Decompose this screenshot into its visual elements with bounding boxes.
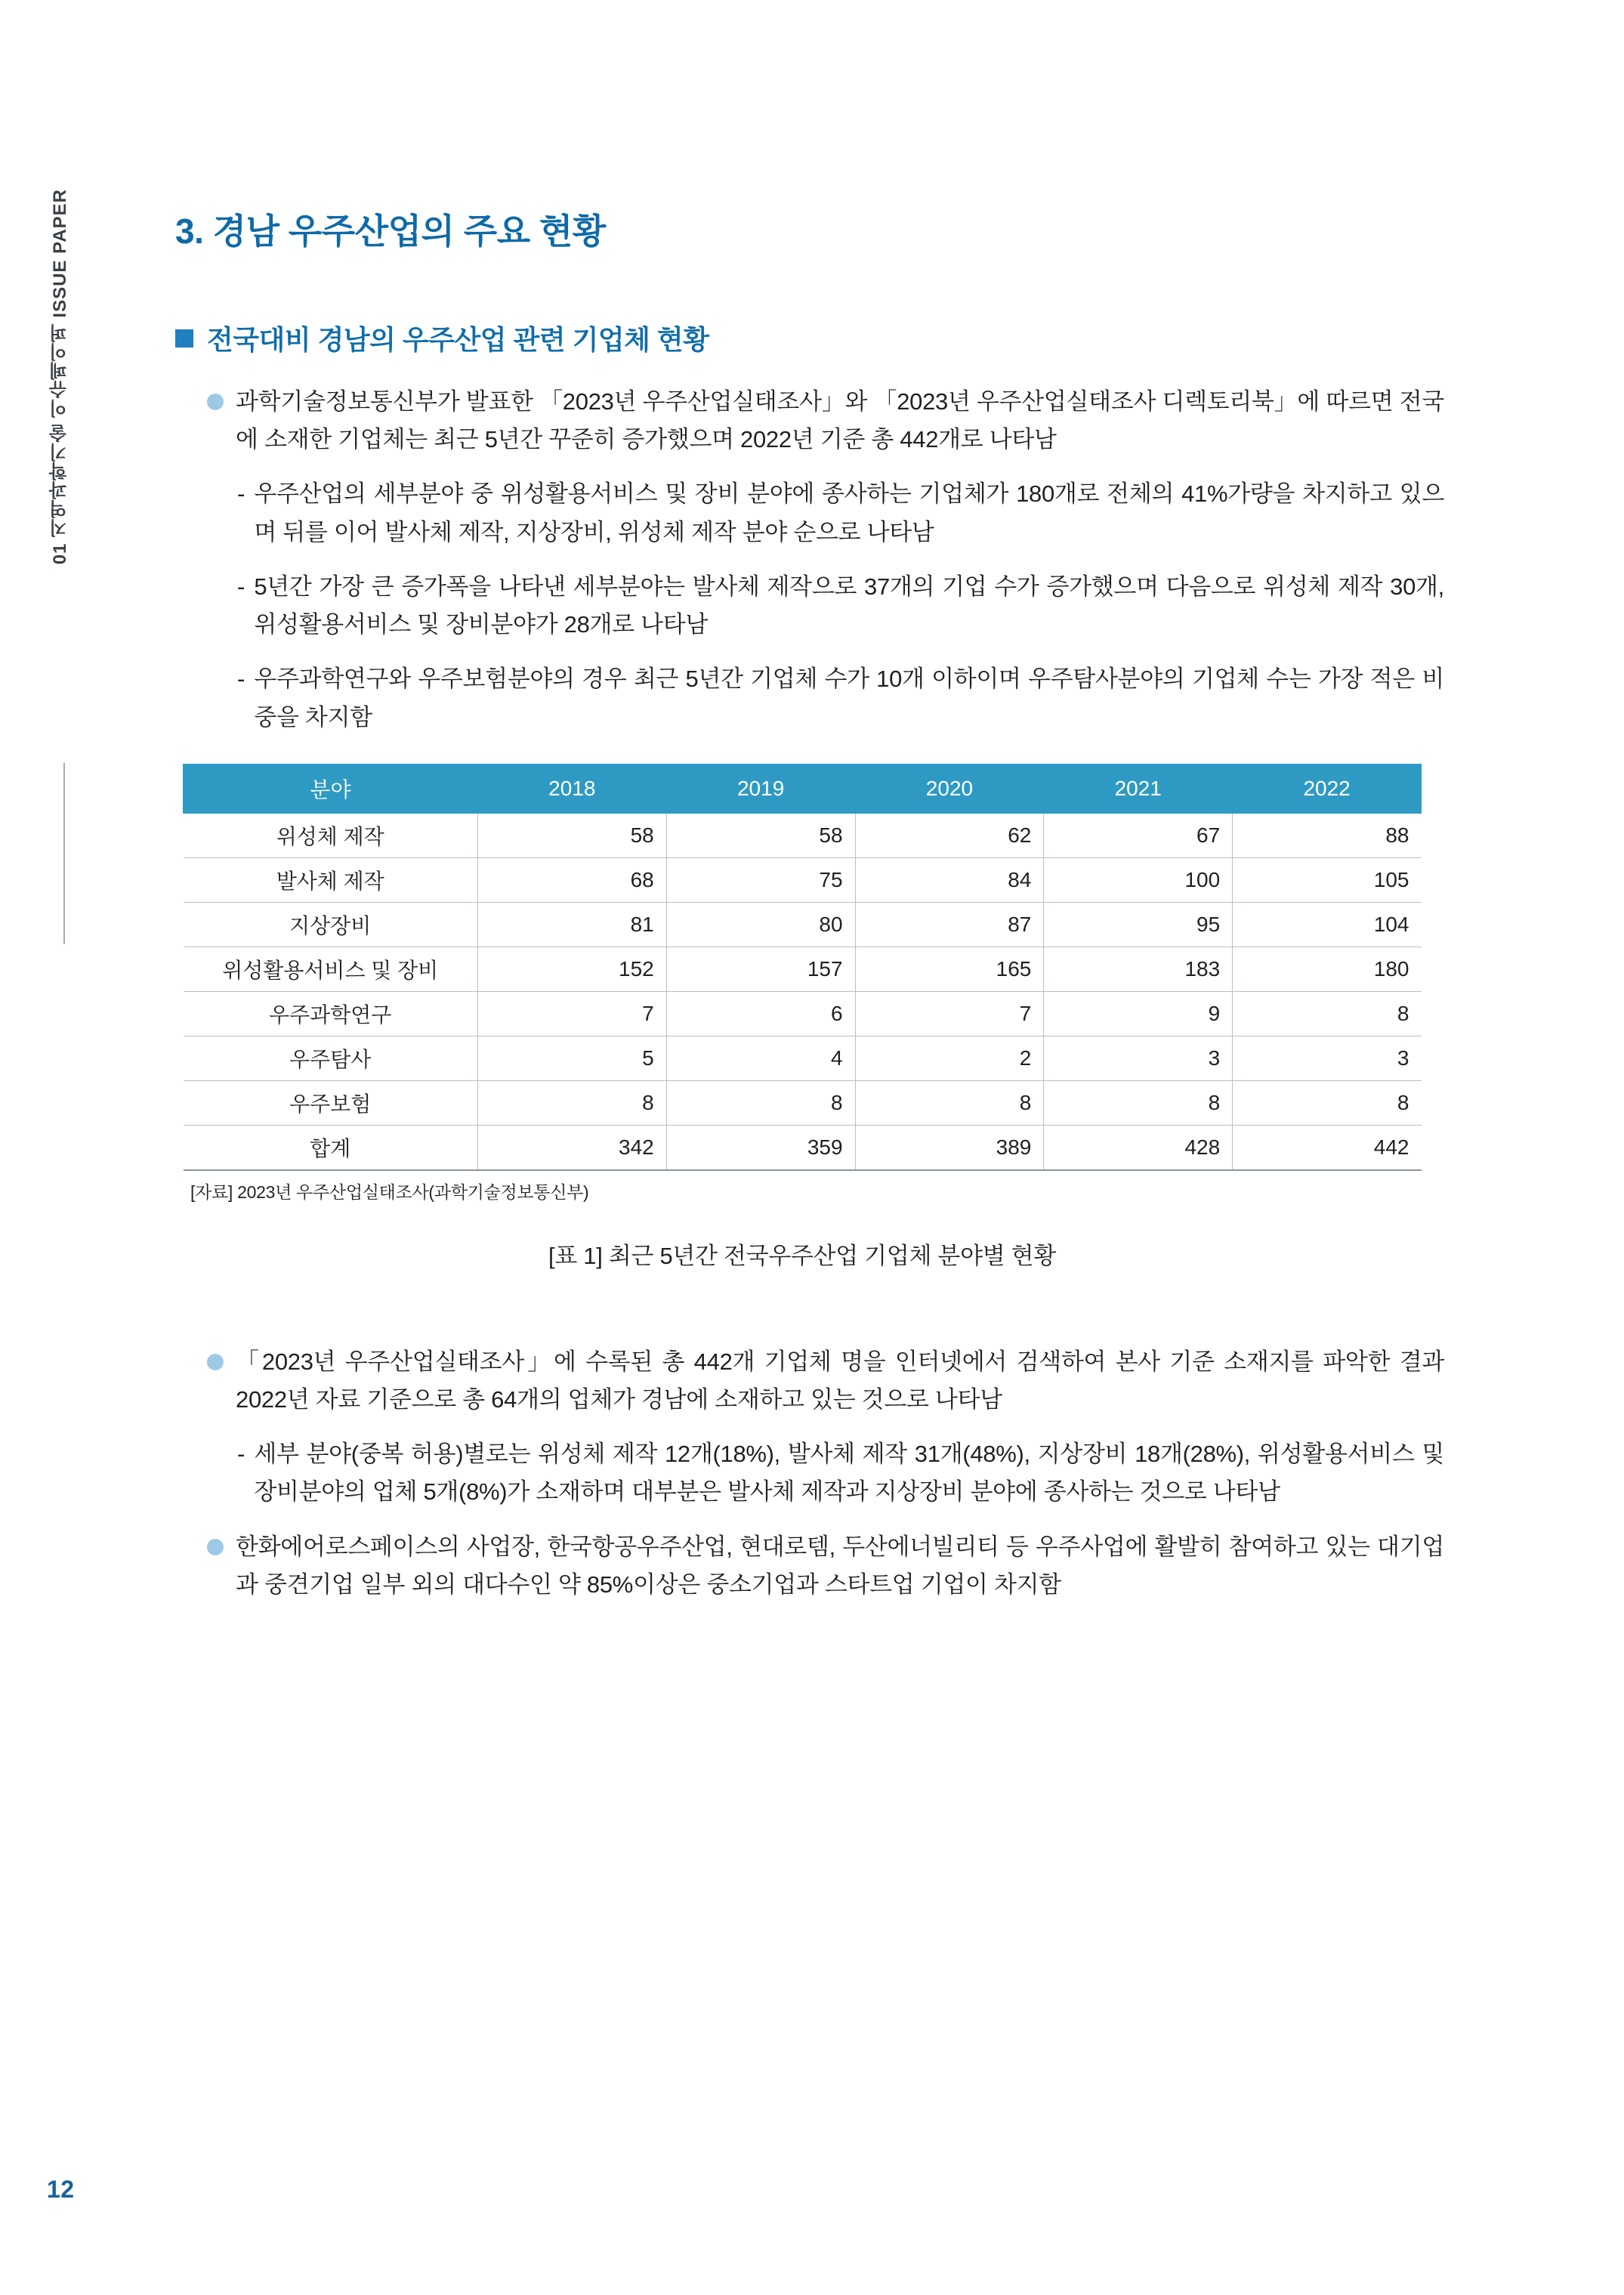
table-cell-label: 지상장비 bbox=[184, 902, 478, 947]
table-cell-value: 81 bbox=[477, 902, 666, 947]
list-item-text: 「2023년 우주산업실태조사」에 수록된 총 442개 기업체 명을 인터넷에서 검색하여 본사 기준 소재지를 파악한 결과 2022년 자료 기준으로 총 64개의 업체가 경남에 소재하고 있는 것으로 나타남 bbox=[236, 1348, 1444, 1413]
list-item bbox=[175, 660, 1444, 736]
table-cell-value: 428 bbox=[1044, 1125, 1233, 1170]
table-cell-value: 442 bbox=[1233, 1125, 1422, 1170]
bullet-dot-icon bbox=[207, 1354, 224, 1370]
table-col-header: 2022 bbox=[1233, 764, 1422, 813]
table-header bbox=[184, 764, 1422, 813]
subsection-heading bbox=[175, 319, 1444, 357]
table-col-header: 2018 bbox=[477, 764, 666, 813]
table-cell-value: 389 bbox=[855, 1125, 1044, 1170]
table-col-header: 2019 bbox=[666, 764, 855, 813]
table-row-total bbox=[184, 1125, 1422, 1170]
table-cell-label: 위성체 제작 bbox=[184, 813, 478, 857]
table-cell-value: 6 bbox=[666, 991, 855, 1036]
list-item bbox=[175, 568, 1444, 644]
side-rail-divider bbox=[63, 763, 65, 944]
table-cell-value: 7 bbox=[477, 991, 666, 1036]
company-count-table bbox=[183, 764, 1422, 1171]
list-item-text: 과학기술정보통신부가 발표한 「2023년 우주산업실태조사」와 「2023년 우주산업실태조사 디렉토리북」에 따르면 전국에 소재한 기업체는 최근 5년간 꾸준히 증가했으며 2022년 기준 총 442개로 나타남 bbox=[236, 388, 1444, 453]
table-row bbox=[184, 1036, 1422, 1080]
table-cell-label: 발사체 제작 bbox=[184, 857, 478, 902]
table-cell-value: 9 bbox=[1044, 991, 1233, 1036]
table-cell-value: 8 bbox=[1044, 1080, 1233, 1125]
square-marker-icon bbox=[175, 329, 193, 347]
page-title: 3. 경남 우주산업의 주요 현황 bbox=[175, 212, 606, 251]
table-source-note: [자료] 2023년 우주산업실태조사(과학기술정보통신부) bbox=[190, 1181, 589, 1202]
table-cell-value: 8 bbox=[1233, 1080, 1422, 1125]
table-col-header: 2021 bbox=[1044, 764, 1233, 813]
table-cell-value: 80 bbox=[666, 902, 855, 947]
table-cell-value: 3 bbox=[1233, 1036, 1422, 1080]
table-cell-value: 359 bbox=[666, 1125, 855, 1170]
table-row bbox=[184, 1080, 1422, 1125]
table-cell-value: 58 bbox=[666, 813, 855, 857]
table-cell-value: 4 bbox=[666, 1036, 855, 1080]
dash-marker-icon: - bbox=[237, 480, 245, 508]
table-cell-value: 183 bbox=[1044, 947, 1233, 991]
table-cell-value: 84 bbox=[855, 857, 1044, 902]
table-col-header: 2020 bbox=[855, 764, 1044, 813]
side-rail-label: 01 지역과학기술 이슈페이퍼 ISSUE PAPER bbox=[50, 189, 70, 565]
table-cell-value: 88 bbox=[1233, 813, 1422, 857]
bullet-dot-icon bbox=[207, 1539, 224, 1555]
table-cell-value: 62 bbox=[855, 813, 1044, 857]
table-cell-label: 위성활용서비스 및 장비 bbox=[184, 947, 478, 991]
table-cell-value: 67 bbox=[1044, 813, 1233, 857]
table-cell-value: 95 bbox=[1044, 902, 1233, 947]
table-cell-value: 58 bbox=[477, 813, 666, 857]
list-item bbox=[175, 1528, 1444, 1604]
table-cell-label: 합계 bbox=[184, 1125, 478, 1170]
table-col-header: 분야 bbox=[184, 764, 478, 813]
table-cell-value: 8 bbox=[1233, 991, 1422, 1036]
bullet-dot-icon bbox=[207, 394, 224, 410]
list-item bbox=[175, 1343, 1444, 1419]
dash-marker-icon: - bbox=[237, 573, 245, 600]
table-row bbox=[184, 991, 1422, 1036]
table-cell-value: 180 bbox=[1233, 947, 1422, 991]
table-cell-value: 5 bbox=[477, 1036, 666, 1080]
dash-marker-icon: - bbox=[237, 1441, 245, 1468]
table-body bbox=[184, 813, 1422, 1170]
table-cell-label: 우주탐사 bbox=[184, 1036, 478, 1080]
table-cell-value: 87 bbox=[855, 902, 1044, 947]
content-column bbox=[175, 204, 1444, 1620]
table-cell-value: 8 bbox=[477, 1080, 666, 1125]
table-cell-label: 우주과학연구 bbox=[184, 991, 478, 1036]
dash-marker-icon: - bbox=[237, 666, 245, 693]
table-cell-value: 75 bbox=[666, 857, 855, 902]
spacer bbox=[175, 1271, 1444, 1343]
table-cell-value: 342 bbox=[477, 1125, 666, 1170]
table-row bbox=[184, 902, 1422, 947]
table-cell-value: 100 bbox=[1044, 857, 1233, 902]
data-table-wrapper bbox=[183, 764, 1422, 1271]
table-cell-value: 157 bbox=[666, 947, 855, 991]
list-item bbox=[175, 383, 1444, 459]
list-item-text: 세부 분야(중복 허용)별로는 위성체 제작 12개(18%), 발사체 제작 31개(48%), 지상장비 18개(28%), 위성활용서비스 및 장비분야의 업체 5개(8%)가 소재하며 대부분은 발사체 제작과 지상장비 분야에 종사하는 것으로 나타남 bbox=[254, 1441, 1444, 1506]
list-item-text: 우주산업의 세부분야 중 위성활용서비스 및 장비 분야에 종사하는 기업체가 180개로 전체의 41%가량을 차지하고 있으며 뒤를 이어 발사체 제작, 지상장비, 위성체 제작 분야 순으로 나타남 bbox=[254, 480, 1444, 545]
page-number: 12 bbox=[47, 2176, 75, 2203]
table-cell-value: 165 bbox=[855, 947, 1044, 991]
table-row bbox=[184, 857, 1422, 902]
table-cell-value: 104 bbox=[1233, 902, 1422, 947]
table-cell-value: 68 bbox=[477, 857, 666, 902]
table-cell-value: 2 bbox=[855, 1036, 1044, 1080]
table-cell-value: 7 bbox=[855, 991, 1044, 1036]
table-header-row bbox=[184, 764, 1422, 813]
list-item bbox=[175, 475, 1444, 551]
subsection-heading-label: 전국대비 경남의 우주산업 관련 기업체 현황 bbox=[207, 324, 709, 355]
table-row bbox=[184, 813, 1422, 857]
list-item-text: 한화에어로스페이스의 사업장, 한국항공우주산업, 현대로템, 두산에너빌리티 등 우주사업에 활발히 참여하고 있는 대기업과 중견기업 일부 외의 대다수인 약 85%이상은 중소기업과 스타트업 기업이 차지함 bbox=[236, 1533, 1444, 1598]
list-item-text: 5년간 가장 큰 증가폭을 나타낸 세부분야는 발사체 제작으로 37개의 기업 수가 증가했으며 다음으로 위성체 제작 30개, 위성활용서비스 및 장비분야가 28개로 나타남 bbox=[254, 573, 1444, 638]
table-cell-value: 8 bbox=[855, 1080, 1044, 1125]
list-item-text: 우주과학연구와 우주보험분야의 경우 최근 5년간 기업체 수가 10개 이하이며 우주탐사분야의 기업체 수는 가장 적은 비중을 차지함 bbox=[254, 666, 1444, 731]
table-cell-value: 8 bbox=[666, 1080, 855, 1125]
table-row bbox=[184, 947, 1422, 991]
list-item bbox=[175, 1435, 1444, 1511]
table-cell-label: 우주보험 bbox=[184, 1080, 478, 1125]
table-cell-value: 3 bbox=[1044, 1036, 1233, 1080]
table-cell-value: 105 bbox=[1233, 857, 1422, 902]
table-caption: [표 1] 최근 5년간 전국우주산업 기업체 분야별 현황 bbox=[548, 1242, 1056, 1269]
table-cell-value: 152 bbox=[477, 947, 666, 991]
side-rail bbox=[47, 189, 82, 763]
